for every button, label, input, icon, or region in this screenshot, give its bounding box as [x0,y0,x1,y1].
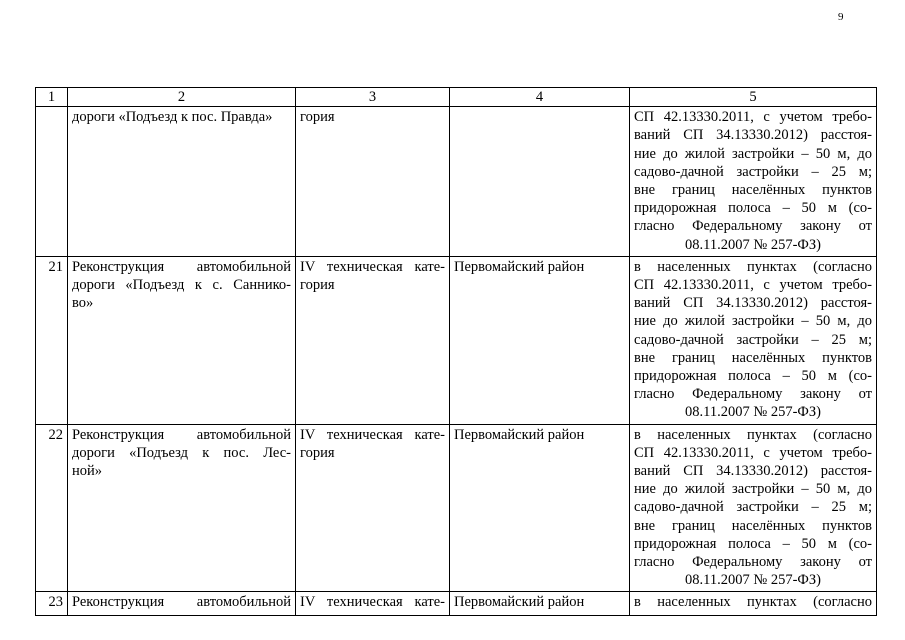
zone-line: ние до жилой застройки – 50 м, до [634,481,872,498]
zone-line: СП 42.13330.2011, с учетом требо- [634,277,872,294]
row-number [36,107,68,257]
table-row [36,592,877,616]
zone-line: 08.11.2007 № 257-ФЗ) [685,404,821,421]
header-cell-3: 3 [296,88,450,107]
zone-line: придорожная полоса – 50 м (со- [634,535,872,552]
table-row [36,256,877,424]
zone-line: в населенных пунктах (согласно [634,426,872,443]
project-name-cell [68,107,296,257]
category-cell [296,424,450,592]
zone-line: 08.11.2007 № 257-ФЗ) [685,236,821,253]
row-number: 23 [36,592,68,616]
header-cell-1: 1 [36,88,68,107]
header-cell-4: 4 [450,88,630,107]
table-row [36,424,877,592]
project-name-line: Реконструкция автомобильной [72,258,291,275]
zone-line: садово-дачной застройки – 25 м; [634,331,872,348]
project-name-line: дороги «Подъезд к с. Саннико- [72,277,291,294]
zone-line: садово-дачной застройки – 25 м; [634,163,872,180]
row-number: 22 [36,424,68,592]
category-cell [296,256,450,424]
zone-line: ваний СП 34.13330.2012) расстоя- [634,463,872,480]
zone-line: гласно Федеральному закону от [634,386,872,403]
protection-zone-cell [630,107,877,257]
district-cell: Первомайский район [450,424,630,592]
row-number: 21 [36,256,68,424]
category-line: IV техническая кате- [300,426,445,443]
protection-zone-cell [630,424,877,592]
category-line: IV техническая кате- [300,258,445,275]
zone-line: в населенных пунктах (согласно [634,258,872,275]
road-projects-table [35,87,877,616]
zone-line: садово-дачной застройки – 25 м; [634,499,872,516]
project-name-line: во» [72,295,94,312]
project-name-cell [68,256,296,424]
project-name-line: ной» [72,463,103,480]
zone-line: гласно Федеральному закону от [634,218,872,235]
header-cell-2: 2 [68,88,296,107]
zone-line: 08.11.2007 № 257-ФЗ) [685,572,821,589]
zone-line: в населенных пунктах (согласно [634,594,872,611]
category-line: гория [300,277,335,294]
header-row [36,88,877,107]
zone-line: вне границ населённых пунктов [634,182,872,199]
category-cell [296,592,450,616]
zone-line: придорожная полоса – 50 м (со- [634,200,872,217]
page-number: 9 [838,11,844,23]
zone-line: СП 42.13330.2011, с учетом требо- [634,109,872,126]
zone-line: гласно Федеральному закону от [634,554,872,571]
zone-line: ние до жилой застройки – 50 м, до [634,313,872,330]
category-cell [296,107,450,257]
project-name-line: Реконструкция автомобильной [72,426,291,443]
project-name-cell [68,424,296,592]
table-row [36,107,877,257]
protection-zone-cell [630,256,877,424]
zone-line: вне границ населённых пунктов [634,517,872,534]
project-name-line: Реконструкция автомобильной [72,594,291,611]
district-cell: Первомайский район [450,256,630,424]
category-line: IV техническая кате- [300,594,445,611]
zone-line: придорожная полоса – 50 м (со- [634,368,872,385]
header-cell-5: 5 [630,88,877,107]
zone-line: СП 42.13330.2011, с учетом требо- [634,444,872,461]
category-line: гория [300,444,335,461]
project-name-line: дороги «Подъезд к пос. Правда» [72,109,273,126]
protection-zone-cell [630,592,877,616]
project-name-line: дороги «Подъезд к пос. Лес- [72,444,291,461]
zone-line: ние до жилой застройки – 50 м, до [634,145,872,162]
zone-line: ваний СП 34.13330.2012) расстоя- [634,295,872,312]
category-line: гория [300,109,335,126]
district-cell: Первомайский район [450,592,630,616]
zone-line: ваний СП 34.13330.2012) расстоя- [634,127,872,144]
district-cell [450,107,630,257]
project-name-cell [68,592,296,616]
zone-line: вне границ населённых пунктов [634,349,872,366]
